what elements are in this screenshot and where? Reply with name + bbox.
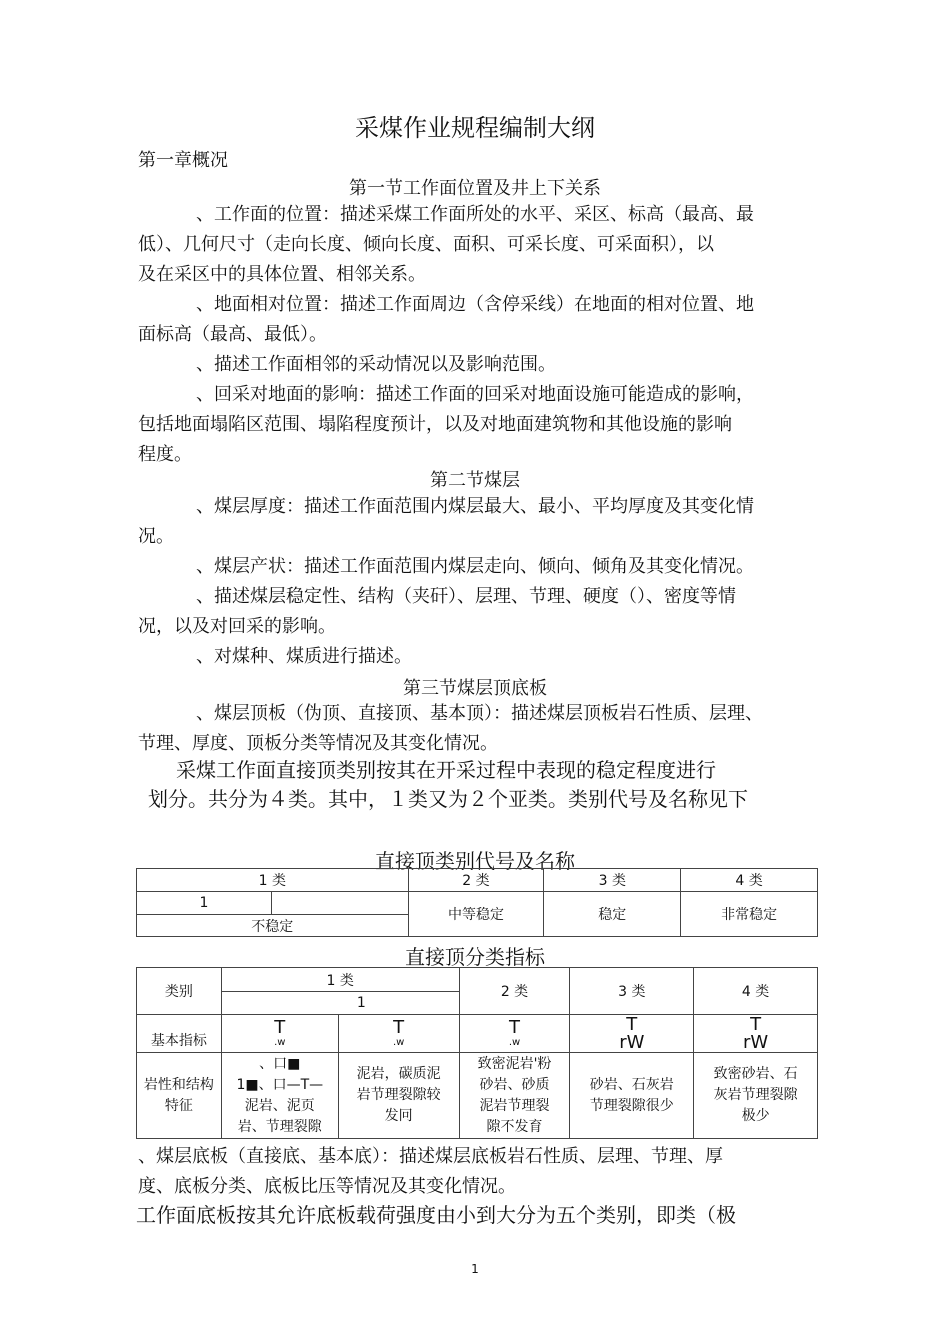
row-label: 岩性和结构特征 bbox=[137, 1053, 222, 1139]
roof-category-table bbox=[136, 868, 818, 937]
table-cell: 非常稳定 bbox=[681, 892, 818, 937]
table-cell: T .w bbox=[338, 1015, 459, 1053]
table-header: 2 类 bbox=[459, 968, 570, 1015]
row-label: 基本指标 bbox=[137, 1015, 222, 1053]
table-header: 2 类 bbox=[408, 869, 544, 892]
table-cell: 稳定 bbox=[544, 892, 681, 937]
chapter-heading: 第一章概况 bbox=[138, 150, 228, 171]
table-caption: 直接顶类别代号及名称 bbox=[375, 849, 575, 873]
table-cell: 泥岩，碳质泥 岩节理裂隙较 发冋 bbox=[338, 1053, 459, 1139]
table-cell: 中等稳定 bbox=[408, 892, 544, 937]
table-cell: T rW bbox=[694, 1015, 818, 1053]
page-number: 1 bbox=[471, 1262, 479, 1276]
table-cell: 致密泥岩'粉 砂岩、砂质 泥岩节理裂 隙不发育 bbox=[459, 1053, 570, 1139]
paragraph: 、煤层底板（直接底、基本底）：描述煤层底板岩石性质、层理、节理、厚 度、底板分类、底板比压等情况及其变化情况。 bbox=[138, 1146, 723, 1197]
table-cell: 砂岩、石灰岩 节理裂隙很少 bbox=[570, 1053, 694, 1139]
paragraph: 采煤工作面直接顶类别按其在开采过程中表现的稳定程度进行 划分。共分为４类。其中，１类又为２个亚类。类别代号及名称见下 bbox=[148, 758, 748, 811]
table-cell: 1 bbox=[221, 992, 459, 1015]
table-cell: T rW bbox=[570, 1015, 694, 1053]
table-caption: 直接顶分类指标 bbox=[405, 945, 545, 969]
page-title: 采煤作业规程编制大纲 bbox=[355, 114, 595, 142]
table-header: 1 类 bbox=[137, 869, 409, 892]
table-header: 3 类 bbox=[570, 968, 694, 1015]
table-cell: 1 bbox=[137, 892, 272, 915]
paragraph: 、工作面的位置：描述采煤工作面所处的水平、采区、标高（最高、最 低）、几何尺寸（走向长度、倾向长度、面积、可采长度、可采面积），以 及在采区中的具体位置、相邻关系。 、地面相对位置：描述工作面周边（含停采线）在地面的相对位置、地 面标高（最高、最低）。 、描述工作面相邻的采动情况以及影响范围。 、回采对地面的影响：描述工作面的回采对地面设施可能造成的影响， 包括地面塌陷区范围、塌陷程度预计，以及对地面建筑物和其他设施的影响 程度。 bbox=[138, 204, 754, 465]
table-cell: T .w bbox=[459, 1015, 570, 1053]
table-cell bbox=[271, 892, 408, 915]
paragraph: 、煤层厚度：描述工作面范围内煤层最大、最小、平均厚度及其变化情 况。 、煤层产状：描述工作面范围内煤层走向、倾向、倾角及其变化情况。 、描述煤层稳定性、结构（夹矸）、层理、节理、硬度（）、密度等情 况，以及对回采的影响。 、对煤种、煤质进行描述。 bbox=[138, 496, 754, 667]
section-heading: 第二节煤层 bbox=[430, 470, 520, 491]
table-cell: 、口■ 1■、口—T— 泥岩、泥页 岩、节理裂隙 bbox=[221, 1053, 338, 1139]
roof-index-table bbox=[136, 967, 818, 1139]
table-cell: 不稳定 bbox=[137, 915, 409, 937]
table-header: 类别 bbox=[137, 968, 222, 1015]
section-heading: 第一节工作面位置及井上下关系 bbox=[349, 178, 601, 199]
table-header: 4 类 bbox=[681, 869, 818, 892]
paragraph: 工作面底板按其允许底板载荷强度由小到大分为五个类别，即类（极 bbox=[136, 1203, 736, 1227]
table-header: 3 类 bbox=[544, 869, 681, 892]
table-header: 4 类 bbox=[694, 968, 818, 1015]
table-cell: 致密砂岩、石 灰岩节理裂隙 极少 bbox=[694, 1053, 818, 1139]
paragraph: 、煤层顶板（伪顶、直接顶、基本顶）：描述煤层顶板岩石性质、层理、 节理、厚度、顶板分类等情况及其变化情况。 bbox=[138, 703, 763, 754]
section-heading: 第三节煤层顶底板 bbox=[403, 678, 547, 699]
table-cell: T .w bbox=[221, 1015, 338, 1053]
table-header: 1 类 bbox=[221, 968, 459, 992]
